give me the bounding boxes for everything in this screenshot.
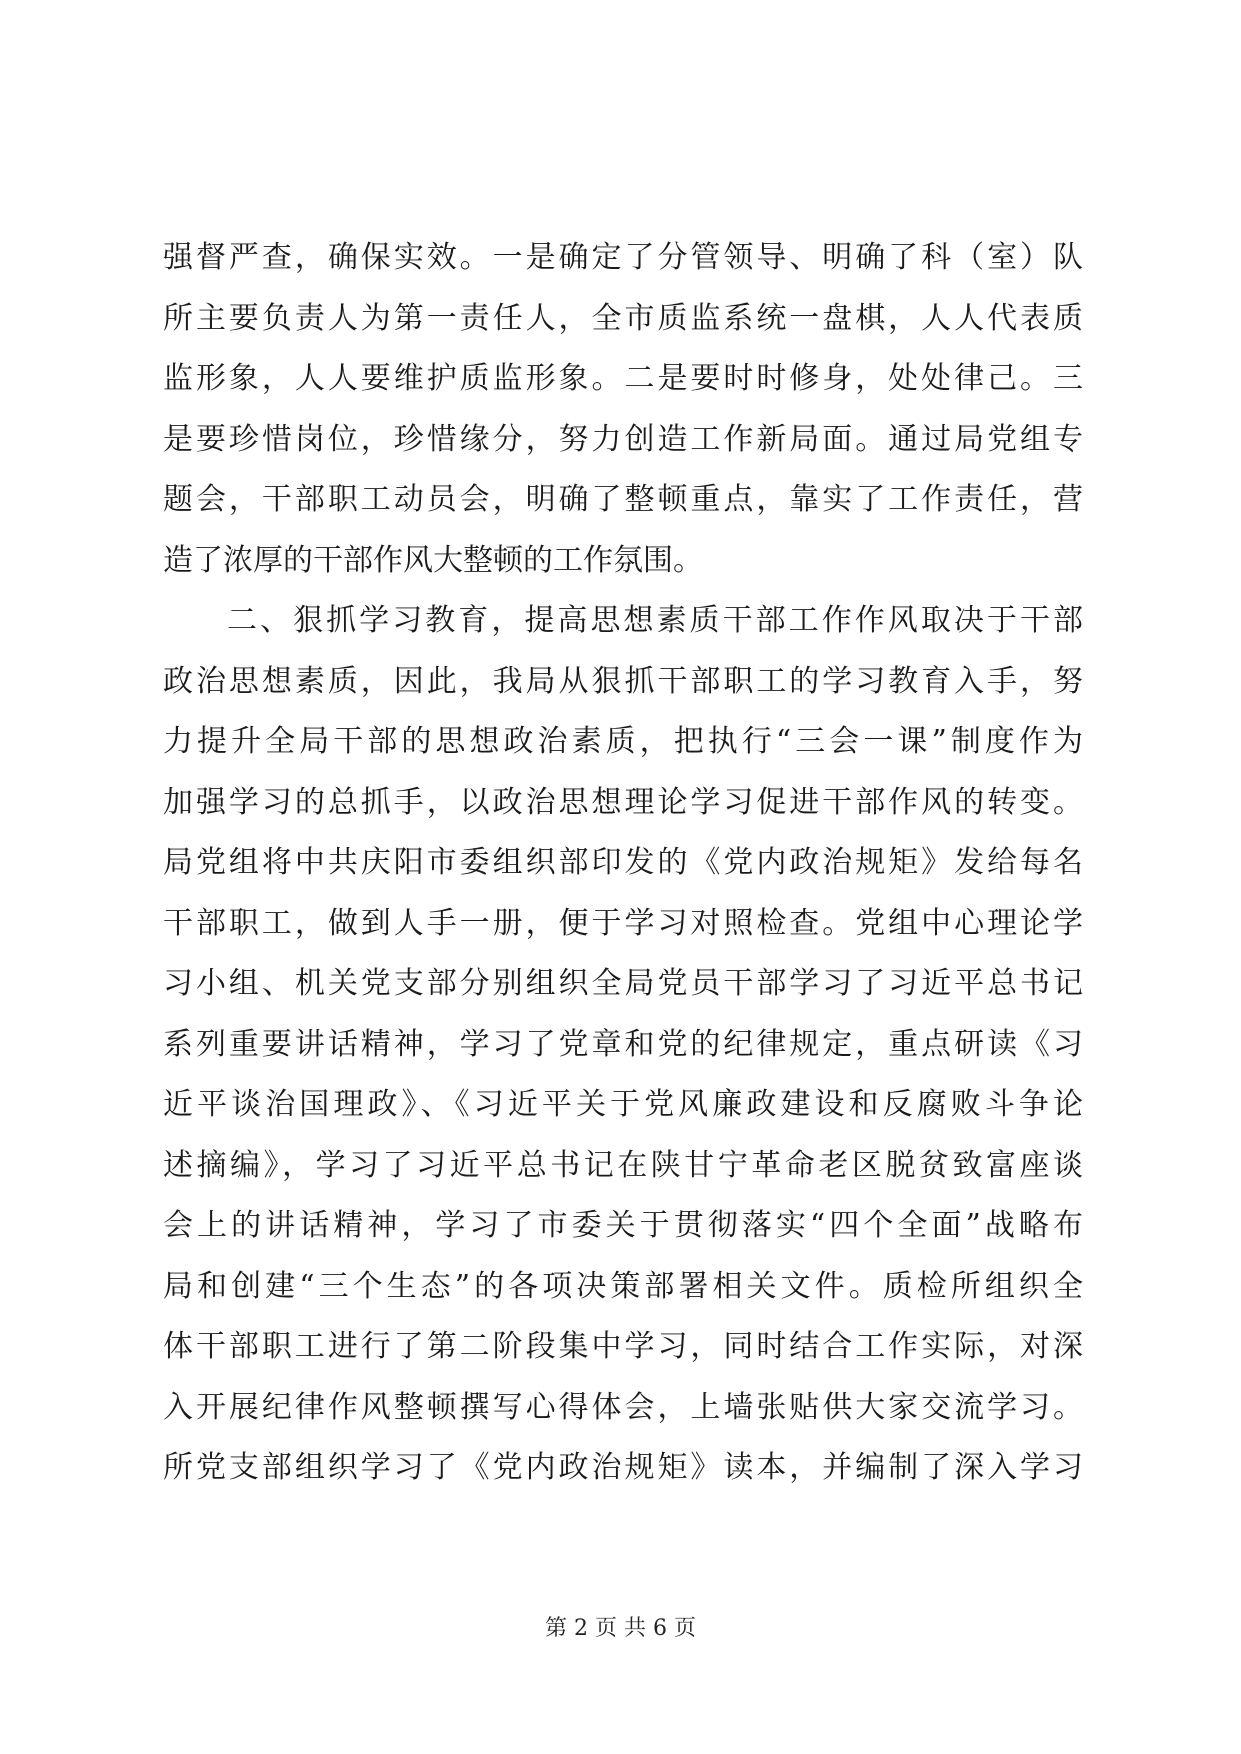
text-line: 述摘编》，学习了习近平总书记在陕甘宁革命老区脱贫致富座谈 [163,1147,1083,1183]
text-line: 系列重要讲话精神，学习了党章和党的纪律规定，重点研读《习 [163,1026,1083,1062]
text-line: 入开展纪律作风整顿撰写心得体会，上墙张贴供大家交流学习。 [163,1389,1083,1425]
text-line: 加强学习的总抓手，以政治思想理论学习促进干部作风的转变。 [163,784,1083,820]
text-line: 力提升全局干部的思想政治素质，把执行“三会一课”制度作为 [163,724,1083,759]
body-text [163,228,1083,1499]
text-line: 局和创建“三个生态”的各项决策部署相关文件。质检所组织全 [163,1268,1083,1304]
page-footer [0,1615,1241,1643]
text-line: 习小组、机关党支部分别组织全局党员干部学习了习近平总书记 [163,966,1083,1001]
text-line: 造了浓厚的干部作风大整顿的工作氛围。 [163,542,703,578]
text-line: 政治思想素质，因此，我局从狠抓干部职工的学习教育入手，努 [163,663,1083,699]
text-line: 局党组将中共庆阳市委组织部印发的《党内政治规矩》发给每名 [163,845,1083,880]
text-line: 强督严查，确保实效。一是确定了分管领导、明确了科（室）队 [163,240,1083,275]
text-line: 会上的讲话精神，学习了市委关于贯彻落实“四个全面”战略布 [163,1208,1083,1243]
text-line: 所党支部组织学习了《党内政治规矩》读本，并编制了深入学习 [163,1450,1083,1485]
text-line: 近平谈治国理政》、《习近平关于党风廉政建设和反腐败斗争论 [163,1087,1083,1122]
text-line: 体干部职工进行了第二阶段集中学习，同时结合工作实际，对深 [163,1329,1083,1364]
text-line: 题会，干部职工动员会，明确了整顿重点，靠实了工作责任，营 [163,482,1083,517]
text-line: 干部职工，做到人手一册，便于学习对照检查。党组中心理论学 [163,905,1083,941]
section-heading-line: 二、狠抓学习教育，提高思想素质干部工作作风取决于干部 [227,603,1083,638]
page-number-label: 第 2 页 共 6 页 [545,1616,696,1641]
text-line: 监形象，人人要维护质监形象。二是要时时修身，处处律己。三 [163,361,1083,396]
text-line: 是要珍惜岗位，珍惜缘分，努力创造工作新局面。通过局党组专 [163,421,1083,457]
text-line: 所主要负责人为第一责任人，全市质监系统一盘棋，人人代表质 [163,300,1083,336]
